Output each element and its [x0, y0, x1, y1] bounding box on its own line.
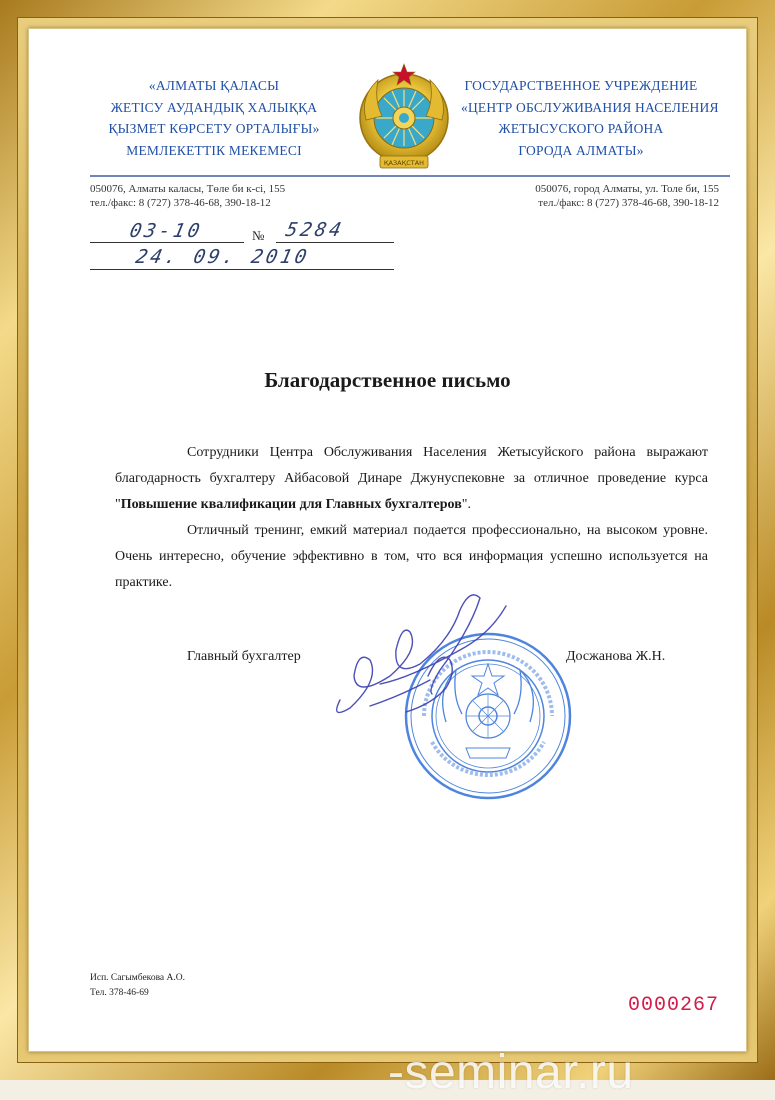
letter-title: Благодарственное письмо — [264, 368, 511, 392]
document-number: 5284 — [283, 219, 347, 241]
header-russian-line: «ЦЕНТР ОБСЛУЖИВАНИЯ НАСЕЛЕНИЯ — [461, 99, 719, 115]
header-kazakh-line: МЕМЛЕКЕТТІК МЕКЕМЕСІ — [126, 142, 302, 158]
number-sign: № — [252, 228, 265, 243]
phone-line: тел./факс: 8 (727) 378-46-68, 390-18-12 — [538, 197, 719, 209]
emblem-caption: ҚАЗАҚСТАН — [383, 159, 425, 167]
header-kazakh-line: ЖЕТІСУ АУДАНДЫҚ ХАЛЫҚҚА — [110, 99, 318, 115]
paragraph-1-text: Сотрудники Центра Обслуживания Населения Жетысуйского района выражают благодарность бухгалтеру Айбасовой Динаре Джунуспековне за отличное проведение курса " — [115, 445, 708, 512]
header-russian-line: ГОСУДАРСТВЕННОЕ УЧРЕЖДЕНИЕ — [464, 78, 698, 93]
paragraph-1-end: ". — [461, 497, 471, 512]
paragraph-2: Отличный тренинг, емкий материал подается профессионально, на высоком уровне. Очень интересно, обучение эффективно в том, что вся информация успешно используется на практике. — [115, 523, 708, 590]
letter-body — [115, 440, 708, 596]
executor-info — [90, 971, 185, 1001]
letter-page — [28, 28, 747, 1099]
address-russian — [535, 182, 719, 210]
header-kazakh-line: ҚЫЗМЕТ КӨРСЕТУ ОРТАЛЫҒЫ» — [108, 121, 320, 136]
watermark: -seminar.ru — [388, 1046, 634, 1099]
address-line: 050076, Алматы каласы, Төле би к-сі, 155 — [90, 183, 286, 195]
executor-phone: Тел. 378-46-69 — [90, 988, 149, 998]
handwritten-signature-icon — [310, 580, 530, 730]
header-kazakh-line: «АЛМАТЫ ҚАЛАСЫ — [148, 78, 280, 93]
signer-role: Главный бухгалтер — [187, 649, 301, 664]
underline — [90, 242, 244, 243]
registration-number-row — [90, 219, 430, 248]
underline — [276, 242, 394, 243]
registration-date-row — [90, 246, 430, 274]
header-russian-line: ЖЕТЫСУСКОГО РАЙОНА — [498, 121, 664, 136]
header-divider — [90, 175, 730, 177]
header-kazakh — [94, 75, 334, 161]
document-date: 24. 09. 2010 — [133, 246, 312, 268]
address-kazakh — [90, 182, 285, 210]
header-russian-line: ГОРОДА АЛМАТЫ» — [518, 142, 644, 158]
executor-name: Исп. Сагымбекова А.О. — [90, 973, 185, 983]
paragraph-1 — [115, 440, 708, 518]
address-line: 050076, город Алматы, ул. Толе би, 155 — [535, 183, 719, 195]
underline — [90, 269, 394, 270]
course-name: Повышение квалификации для Главных бухгалтеров — [120, 497, 462, 512]
serial-number: 0000267 — [628, 994, 720, 1017]
outgoing-number: 03-10 — [127, 220, 205, 242]
header-russian — [461, 75, 719, 161]
state-emblem-icon — [358, 58, 450, 190]
signer-name: Досжанова Ж.Н. — [566, 649, 666, 664]
phone-line: тел./факс: 8 (727) 378-46-68, 390-18-12 — [90, 197, 271, 209]
